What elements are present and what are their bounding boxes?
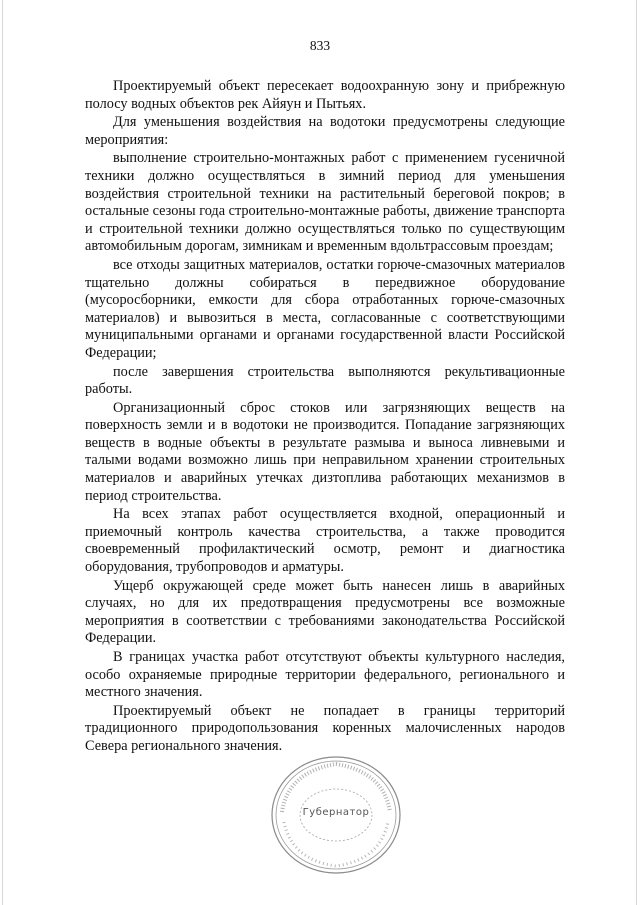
document-body	[85, 78, 565, 757]
page-number: 833	[309, 38, 331, 53]
seal-center-text: Губернатор	[302, 807, 370, 818]
scan-edge-right	[636, 0, 637, 905]
list-item: выполнение строительно-монтажных работ с применением гусеничной техники должно осуществляться в зимний период для уменьшения воздействия строительной техники на растительный береговой покров; в остальные сезоны года строительно-монтажные работы, движение транспорта и строительной техники должно осуществляться только по существующим автомобильным дорогам, зимникам и временным вдольтрассовым проездам;	[85, 150, 565, 255]
paragraph: В границах участка работ отсутствуют объекты культурного наследия, особо охраняемые природные территории федерального, регионального и местного значения.	[85, 649, 565, 701]
scan-edge-left	[2, 0, 3, 905]
paragraph: Для уменьшения воздействия на водотоки предусмотрены следующие мероприятия:	[85, 114, 565, 148]
paragraph: Проектируемый объект не попадает в границы территорий традиционного природопользования коренных малочисленных народов Севера регионального значения.	[85, 702, 565, 754]
paragraph: На всех этапах работ осуществляется входной, операционный и приемочный контроль качества строительства, а также проводится своевременный профилактический осмотр, ремонт и диагностика оборудования, трубопроводов и арматуры.	[85, 506, 565, 576]
official-seal-stamp	[268, 752, 404, 878]
list-item: после завершения строительства выполняются рекультивационные работы.	[85, 363, 565, 398]
paragraph: Организационный сброс стоков или загрязняющих веществ на поверхность земли и в водотоки не производится. Попадание загрязняющих веществ в водные объекты в результате размыва и выноса ливневыми и талыми водами возможно лишь при неправильном хранении строительных материалов и аварийных утечках дизтоплива работающих механизмов в период строительства.	[85, 399, 565, 504]
list-item: все отходы защитных материалов, остатки горюче-смазочных материалов тщательно должны собираться в передвижное оборудование (мусоросборники, емкости для сбора отработанных горюче-смазочных материалов) и вывозиться в места, согласованные с соответствующими муниципальными органами и органами государственной власти Российской Федерации;	[85, 256, 565, 361]
paragraph: Ущерб окружающей среде может быть нанесен лишь в аварийных случаях, но для их предотвращения предусмотрены все возможные мероприятия в соответствии с требованиями законодательства Российской Федерации.	[85, 577, 565, 647]
paragraph: Проектируемый объект пересекает водоохранную зону и прибрежную полосу водных объектов рек Айяун и Пытьях.	[85, 78, 565, 112]
